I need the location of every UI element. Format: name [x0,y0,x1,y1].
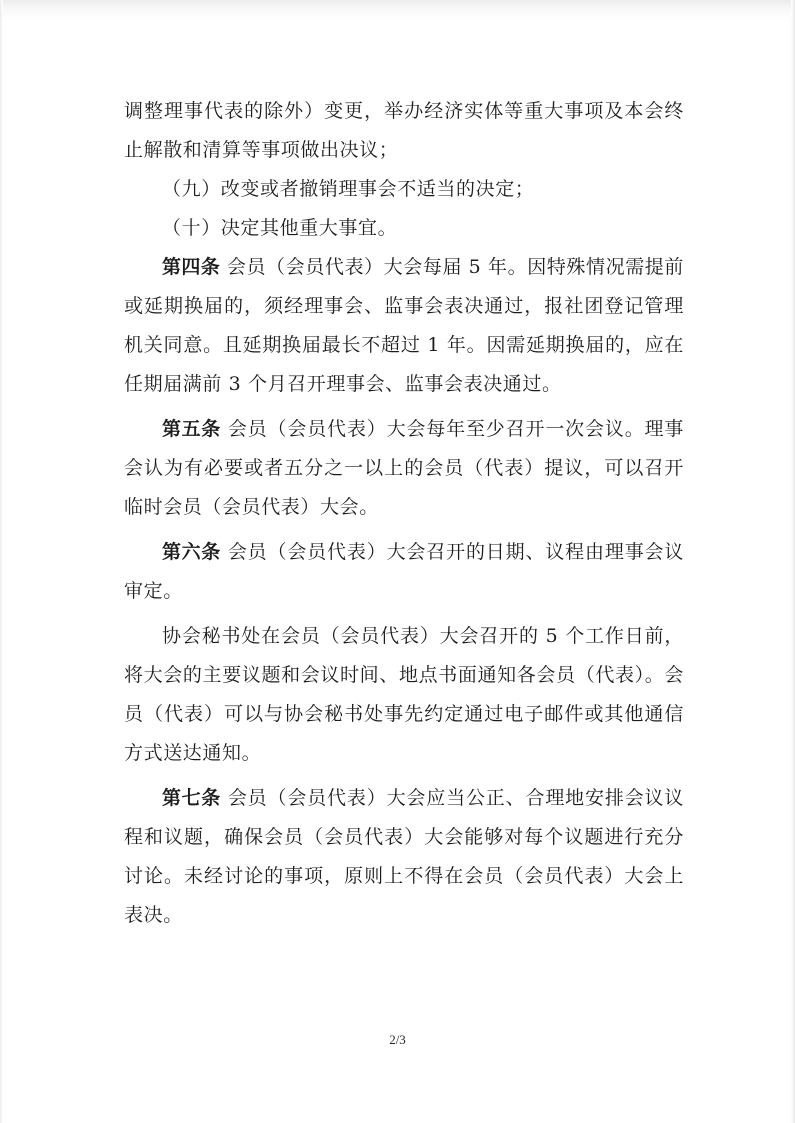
article-four [124,248,684,404]
article-four-body: 会员（会员代表）大会每届 5 年。因特殊情况需提前或延期换届的，须经理事会、监事会表决通过，报社团登记管理机关同意。且延期换届最长不超过 1 年。因需延期换届的，应在任期届满前 3 个月召开理事会、监事会表决通过。 [124,256,685,395]
article-five-heading: 第五条 [162,418,221,440]
article-five-body: 会员（会员代表）大会每年至少召开一次会议。理事会认为有必要或者五分之一以上的会员（代表）提议，可以召开临时会员（会员代表）大会。 [124,418,684,518]
list-item-nine-text: （九）改变或者撤销理事会不适当的决定； [162,178,535,200]
continuation-text: 调整理事代表的除外）变更，举办经济实体等重大事项及本会终止解散和清算等事项做出决议； [124,100,684,161]
list-item-ten [124,209,684,248]
article-seven [124,779,684,935]
scan-edge-left [0,0,3,1123]
scan-edge-right [791,0,795,1123]
article-seven-heading: 第七条 [162,787,221,809]
article-six [124,533,684,611]
list-item-nine [124,170,684,209]
article-six-heading: 第六条 [162,541,221,563]
page-number: 2/3 [389,1032,406,1047]
article-six-notice [124,617,684,773]
article-seven-body: 会员（会员代表）大会应当公正、合理地安排会议议程和议题，确保会员（会员代表）大会能够对每个议题进行充分讨论。未经讨论的事项，原则上不得在会员（会员代表）大会上表决。 [124,787,684,926]
article-six-notice-text: 协会秘书处在会员（会员代表）大会召开的 5 个工作日前，将大会的主要议题和会议时间、地点书面通知各会员（代表）。会员（代表）可以与协会秘书处事先约定通过电子邮件或其他通信方式送达通知。 [124,625,684,764]
continuation-paragraph [124,92,684,170]
article-four-heading: 第四条 [162,256,221,278]
list-item-ten-text: （十）决定其他重大事宜。 [162,217,398,239]
article-five [124,410,684,527]
document-body [124,92,684,935]
article-six-body: 会员（会员代表）大会召开的日期、议程由理事会议审定。 [124,541,684,602]
